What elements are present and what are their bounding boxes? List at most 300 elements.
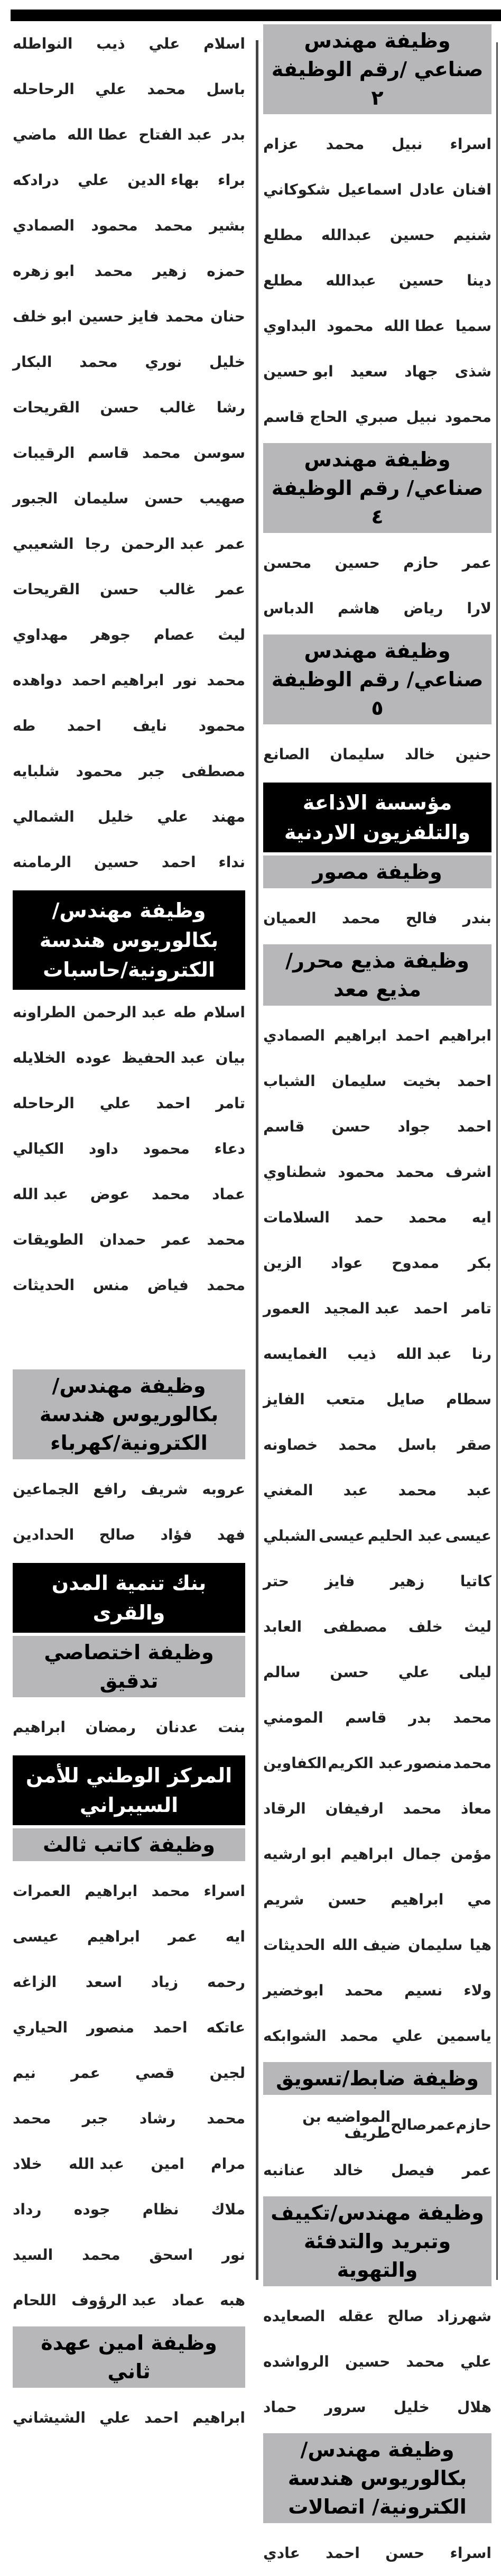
candidate-name-row [263, 2148, 491, 2193]
name-part: عمر [216, 535, 245, 553]
name-part: علي [149, 35, 180, 52]
name-part: اسراء [203, 1882, 245, 1900]
name-part: الجبور [13, 490, 58, 507]
name-part: سطام [446, 1391, 491, 1408]
name-part: خالد [405, 746, 435, 763]
candidate-name-row [263, 1968, 491, 2013]
name-part: مرام [211, 2155, 245, 2173]
column-divider [256, 40, 258, 2280]
name-part: حسن [100, 399, 140, 416]
candidate-name-row [13, 249, 245, 294]
job-title-heading: وظيفة مذيع محرر/مذيع معد [263, 944, 491, 1006]
name-part: بيان [215, 1049, 245, 1066]
candidate-name-row [13, 67, 245, 112]
name-part: شذى [454, 363, 491, 380]
candidate-name-row [13, 1914, 245, 1959]
name-part: عبد الله [69, 2155, 125, 2173]
name-part: محمد [13, 2110, 51, 2127]
name-part: رشا [216, 399, 245, 416]
name-part: العابد [263, 1618, 302, 1635]
name-part: عواد [330, 1254, 363, 1272]
name-part: محسن [263, 554, 312, 572]
name-part: هاشم [338, 600, 380, 617]
candidate-name-row [13, 1705, 245, 1750]
name-part: عبد الرحمن [82, 1004, 166, 1021]
name-part: مصطفى [323, 1618, 387, 1635]
name-part: الشيشاني [13, 2409, 86, 2426]
name-part: الصانع [263, 746, 310, 763]
candidate-name-row [263, 2339, 491, 2385]
candidate-name-row [263, 1104, 491, 1149]
name-part: حسن [144, 490, 184, 507]
name-part: حسن [330, 1663, 369, 1681]
name-part: حسن [100, 581, 139, 598]
candidate-name-row [13, 2050, 245, 2096]
name-part: حازم [456, 2116, 491, 2133]
name-part: الحديثات [263, 1936, 326, 1954]
name-part: شهرزاد [437, 2307, 491, 2325]
name-part: محمد [453, 1754, 491, 1772]
name-part: الحديثات [13, 1276, 75, 1294]
name-part: اسلام [203, 35, 245, 52]
name-part: علي [392, 2027, 423, 2045]
name-part: محمد [395, 1163, 434, 1181]
name-part: منس [92, 1276, 129, 1294]
name-part: هبه [220, 2292, 245, 2309]
name-part: نسيم [404, 1982, 443, 1999]
name-part: مهند [211, 808, 245, 825]
name-part: السلامات [263, 1209, 330, 1226]
name-part: منصور [86, 2019, 134, 2036]
name-part: ابراهيم [439, 1027, 491, 1044]
name-part: صايل [386, 1391, 425, 1408]
name-part: عقله [338, 2307, 375, 2325]
top-black-bar [11, 10, 501, 21]
candidate-name-row [263, 2531, 491, 2576]
name-part: متعب [326, 1391, 365, 1408]
name-part: المومني [263, 1709, 323, 1726]
name-part: الشبلي [263, 1527, 316, 1544]
name-part: علي [398, 1663, 430, 1681]
candidate-name-row [263, 1286, 491, 1331]
name-part: الغمايسه [263, 1345, 328, 1363]
name-part: شريم [263, 1891, 304, 1908]
candidate-name-row [13, 112, 245, 158]
candidate-name-row [263, 1741, 491, 1786]
candidate-name-row [13, 1959, 245, 2005]
name-part: حمزه [207, 262, 245, 280]
name-part: الحياري [13, 2019, 68, 2036]
name-part: ابراهيم [391, 1891, 444, 1908]
name-part: ملاك [211, 2201, 245, 2218]
name-part: صهيب [199, 490, 245, 507]
name-part: سوسن [193, 444, 245, 462]
name-part: مصطفى [181, 762, 245, 780]
candidate-name-row [263, 1059, 491, 1104]
name-part: عبد المجيد [324, 1300, 400, 1317]
name-part: العمرات [13, 1882, 71, 1900]
name-part: ليلى [459, 1663, 491, 1681]
name-part: ابو حسين [263, 363, 333, 380]
name-part: لارا [467, 600, 491, 617]
name-part: حازم [403, 554, 439, 572]
name-part: عاتكه [206, 2019, 245, 2036]
candidate-name-row [13, 1172, 245, 1217]
name-part: مطلع [263, 226, 303, 244]
candidate-name-row [13, 385, 245, 430]
name-part: محمود [338, 1163, 385, 1181]
name-part: رمضان [85, 1718, 136, 1736]
name-part: الرقيبات [13, 444, 75, 462]
name-part: منصور [404, 1754, 452, 1772]
name-part: حماد [263, 2398, 297, 2416]
name-part: محمد [453, 1709, 491, 1726]
name-part: ابراهيم [192, 2409, 245, 2426]
name-part: صبري [355, 408, 398, 426]
candidate-name-row [263, 303, 491, 349]
name-part: نايف [133, 717, 168, 734]
name-part: مهداوي [13, 626, 68, 643]
name-part: ابراهيم [85, 1882, 138, 1900]
name-part: عوده [76, 1049, 112, 1066]
name-part: علي [95, 80, 127, 98]
name-part: جهاد [404, 363, 438, 380]
name-part: نداء [218, 853, 245, 871]
name-part: محمد [207, 1231, 245, 1248]
name-part: عمر [162, 1231, 191, 1248]
left-column [13, 21, 245, 2441]
candidate-name-row [13, 2187, 245, 2232]
name-part: عزام [263, 135, 299, 153]
name-part: جوهر [91, 626, 131, 643]
name-part: ابراهيم [333, 1027, 387, 1044]
name-part: محمد [154, 217, 193, 234]
name-part: الشعيبي [13, 535, 74, 553]
name-part: عماد [171, 2292, 205, 2309]
name-part: حتر [263, 1572, 290, 1590]
candidate-name-row [263, 1468, 491, 1513]
name-part: سرور [324, 2398, 366, 2416]
name-part: حسين [389, 226, 435, 244]
name-part: محمد [398, 1482, 437, 1499]
name-part: عبدالله [326, 272, 376, 289]
name-part: الخلايله [13, 1049, 66, 1066]
name-part: شريف [141, 1480, 188, 1498]
name-part: ابو ارشيه [263, 1845, 332, 1863]
name-part: الرحاحله [13, 1094, 75, 1112]
name-part: محمد [151, 1185, 190, 1203]
job-title-heading: وظيفة مهندس/تكييف وتبريد والتدفئة والتهوية [263, 2196, 491, 2286]
candidate-name-row [13, 990, 245, 1035]
name-part: فيصل [391, 2161, 435, 2179]
name-part: بدر [409, 1709, 431, 1726]
candidate-name-row [263, 1604, 491, 1650]
name-part: ليث [218, 626, 245, 643]
name-part: مطلع [263, 272, 303, 289]
name-part: اسماعيل [337, 181, 402, 198]
name-part: محمود [444, 408, 491, 426]
candidate-name-row [13, 476, 245, 521]
name-part: السيد [13, 2246, 53, 2264]
name-part: درادكه [13, 171, 59, 189]
candidate-name-row [263, 2385, 491, 2430]
name-part: جبر [139, 762, 165, 780]
name-part: عبد [343, 1482, 368, 1499]
name-part: دعاء [214, 1140, 245, 1157]
name-part: فايز حسين [78, 308, 159, 325]
name-part: زياد [151, 1973, 179, 1991]
candidate-name-row [13, 203, 245, 249]
name-part: عطا الله [384, 317, 445, 335]
name-part: حسن [328, 1891, 367, 1908]
name-part: علي [157, 808, 189, 825]
name-part: حمدان [99, 1231, 146, 1248]
name-part: محمد [207, 1276, 245, 1294]
name-part: شنيم [453, 226, 491, 244]
name-part: سليمان [73, 490, 129, 507]
name-part: افنان [452, 181, 491, 198]
name-part: حسين [335, 554, 380, 572]
name-part: البكار [13, 353, 52, 371]
name-part: عبد الكريم [328, 1754, 404, 1772]
candidate-name-row [13, 749, 245, 794]
name-part: عصام [153, 626, 195, 643]
name-part: ابراهيم [13, 1718, 66, 1736]
name-part: احمد [153, 2019, 188, 2036]
name-part: خصاونه [263, 1436, 318, 1453]
job-title-heading: وظيفة مهندس صناعي/ رقم الوظيفة ٤ [263, 443, 491, 533]
name-part: صالح [387, 2307, 424, 2325]
candidate-name-row [263, 167, 491, 213]
name-part: الشمالي [13, 808, 75, 825]
name-part: خلف [408, 1618, 443, 1635]
name-part: هلال [457, 2398, 491, 2416]
name-part: جمال [402, 1845, 442, 1863]
name-part: ابراهيم [340, 1845, 394, 1863]
candidate-name-row [263, 2294, 491, 2339]
name-part: حسن [331, 1118, 371, 1135]
name-part: محمد [142, 444, 181, 462]
candidate-name-row [263, 1331, 491, 1377]
name-part: محمد [326, 135, 365, 153]
job-title-heading: وظيفة مهندس صناعي /رقم الوظيفة ٢ [263, 24, 491, 114]
name-part: نبيل [392, 135, 423, 153]
name-part: محمد [340, 2027, 378, 2045]
name-part: عمر [462, 2161, 491, 2179]
candidate-name-row [263, 2102, 491, 2148]
name-part: ايه [225, 1928, 245, 1945]
name-part: داود [89, 1140, 118, 1157]
job-title-heading: وظيفة ضابط/تسويق [263, 2062, 491, 2095]
candidate-name-row [263, 1240, 491, 1286]
name-part: الرحاحله [13, 80, 75, 98]
right-column [263, 21, 491, 2576]
name-part: الشباب [263, 1072, 316, 1090]
name-part: سالم [263, 1663, 301, 1681]
name-part: عيسى [445, 1527, 491, 1544]
candidate-name-row [263, 896, 491, 941]
name-part: عبد الله [13, 1185, 68, 1203]
name-part: مي [467, 1891, 491, 1908]
name-part: رشاد [139, 2110, 176, 2127]
name-part: عادل [409, 181, 446, 198]
name-part: احمد [161, 853, 196, 871]
name-part: غالب [159, 581, 196, 598]
name-part: عدنان [155, 1718, 198, 1736]
name-part: محمد [82, 2246, 120, 2264]
candidate-name-row [13, 294, 245, 339]
name-part: حنين [455, 746, 491, 763]
name-part: علي [78, 171, 109, 189]
name-part: عمر [462, 554, 491, 572]
name-part: سعيد [350, 363, 388, 380]
name-part: محمد [94, 262, 133, 280]
name-part: امين [151, 2155, 184, 2173]
name-part: الكيالي [13, 1140, 64, 1157]
name-part: المغني [263, 1482, 313, 1499]
name-part: نور [221, 2246, 245, 2264]
name-part: الشوابكه [263, 2027, 327, 2045]
name-part: محمود [76, 762, 123, 780]
name-part: فايز [324, 1572, 355, 1590]
name-part: احمد [156, 1094, 191, 1112]
name-part: عنانبه [263, 2161, 306, 2179]
candidate-name-row [263, 1513, 491, 1559]
name-part: خليل [98, 808, 134, 825]
name-part: براء [218, 171, 245, 189]
name-part: علي [99, 1094, 131, 1112]
name-part: اسراء [450, 135, 491, 153]
name-part: لجين [209, 2064, 245, 2082]
name-part: محمود [143, 1140, 190, 1157]
name-part: بشير [209, 217, 245, 234]
name-part: احمد [395, 1027, 430, 1044]
candidate-name-row [13, 1217, 245, 1263]
name-part: عماد [212, 1185, 245, 1203]
name-part: نوري [145, 353, 182, 371]
candidate-name-row [13, 658, 245, 703]
name-part: محمد [207, 671, 245, 689]
candidate-name-row [263, 1195, 491, 1240]
name-part: شطناوي [263, 1163, 327, 1181]
name-part: عبد الحليم [367, 1527, 443, 1544]
job-title-heading: وظيفة مهندس صناعي/ رقم الوظيفة ٥ [263, 634, 491, 724]
job-title-heading: وظيفة مهندس/بكالوريوس هندسة الكترونية/كهرباء [13, 1369, 245, 1459]
organization-heading: المركز الوطني للأمن السيبراني [13, 1755, 245, 1825]
name-part: محمود [327, 317, 374, 335]
candidate-name-row [263, 1149, 491, 1195]
candidate-name-row [263, 1013, 491, 1059]
name-part: ضيف الله [332, 1936, 401, 1954]
name-part: ماضي [13, 126, 57, 143]
name-part: زهير [152, 262, 187, 280]
name-part: المواضيه بن طريف [302, 2108, 391, 2141]
name-part: محمود [91, 217, 138, 234]
candidate-name-row [263, 394, 491, 440]
name-part: محمد [341, 909, 381, 927]
name-part: محمد [207, 2110, 245, 2127]
name-part: فياض [147, 1276, 189, 1294]
candidate-name-row [263, 1559, 491, 1604]
name-part: نيم [13, 2064, 36, 2082]
name-part: الطويقات [13, 1231, 84, 1248]
name-part: عبد الله [396, 1345, 452, 1363]
name-part: احمد [457, 1118, 491, 1135]
name-part: سميا [455, 317, 491, 335]
name-part: الصمادي [263, 1027, 326, 1044]
candidate-name-row [13, 2278, 245, 2323]
name-part: الطراونه [13, 1004, 76, 1021]
name-part: سليمان [407, 1936, 463, 1954]
name-part: تامر [462, 1300, 491, 1317]
name-part: رياض [403, 600, 443, 617]
candidate-name-row [263, 213, 491, 258]
candidate-name-row [13, 521, 245, 567]
name-part: قاسم [88, 444, 129, 462]
name-part: عادي [263, 2544, 300, 2562]
candidate-name-row [263, 122, 491, 167]
name-part: قاسم [345, 1709, 387, 1726]
name-part: الدباس [263, 600, 314, 617]
name-part: معاذ [460, 1800, 491, 1817]
name-part: عيسى [319, 1527, 365, 1544]
name-part: ذيب [96, 35, 125, 52]
name-part: الزين [263, 1254, 302, 1272]
name-part: عطا الله [67, 126, 128, 143]
name-part: خلاد [13, 2155, 42, 2173]
name-part: الرمامنه [13, 853, 72, 871]
name-part: محمد [406, 2353, 444, 2370]
name-part: ايه [471, 1209, 491, 1226]
name-part: احمد [413, 1300, 448, 1317]
name-part: محمد [151, 1882, 190, 1900]
candidate-name-row [263, 586, 491, 631]
name-part: العمور [263, 1300, 310, 1317]
name-part: بندر [462, 909, 491, 927]
name-part: قاسم [263, 1118, 305, 1135]
name-part: محمد [338, 1436, 377, 1453]
candidate-name-row [13, 430, 245, 476]
candidate-name-row [13, 840, 245, 885]
name-part: اللحام [13, 2292, 57, 2309]
organization-heading: مؤسسة الاذاعة والتلفزيون الاردنية [263, 783, 491, 852]
candidate-name-row [13, 1263, 245, 1308]
name-part: حسين [94, 853, 140, 871]
name-part: ياسمين [437, 2027, 491, 2045]
name-part: غالب [159, 399, 197, 416]
name-part: تامر [216, 1094, 245, 1112]
candidate-name-row [263, 1422, 491, 1468]
name-part: عمر [168, 1928, 198, 1945]
name-part: نور [173, 671, 198, 689]
name-part: النواطله [13, 35, 73, 52]
name-part: ابوخضير [263, 1982, 324, 1999]
candidate-name-row [263, 349, 491, 394]
name-part: سليمان [330, 746, 385, 763]
name-part: حنان [210, 308, 245, 325]
name-part: عبد الرحمن [121, 535, 205, 553]
name-part: احمد [326, 2544, 360, 2562]
name-part: بنت [218, 1718, 245, 1736]
candidate-name-row [13, 2096, 245, 2141]
name-part: شكوكاني [263, 181, 331, 198]
name-part: عبد الحفيظ [122, 1049, 206, 1066]
candidate-name-row [263, 1377, 491, 1422]
name-part: عروبه [202, 1480, 245, 1498]
name-part: الرقاد [263, 1800, 306, 1817]
name-part: جبر [82, 2110, 108, 2127]
candidate-name-row [13, 158, 245, 203]
